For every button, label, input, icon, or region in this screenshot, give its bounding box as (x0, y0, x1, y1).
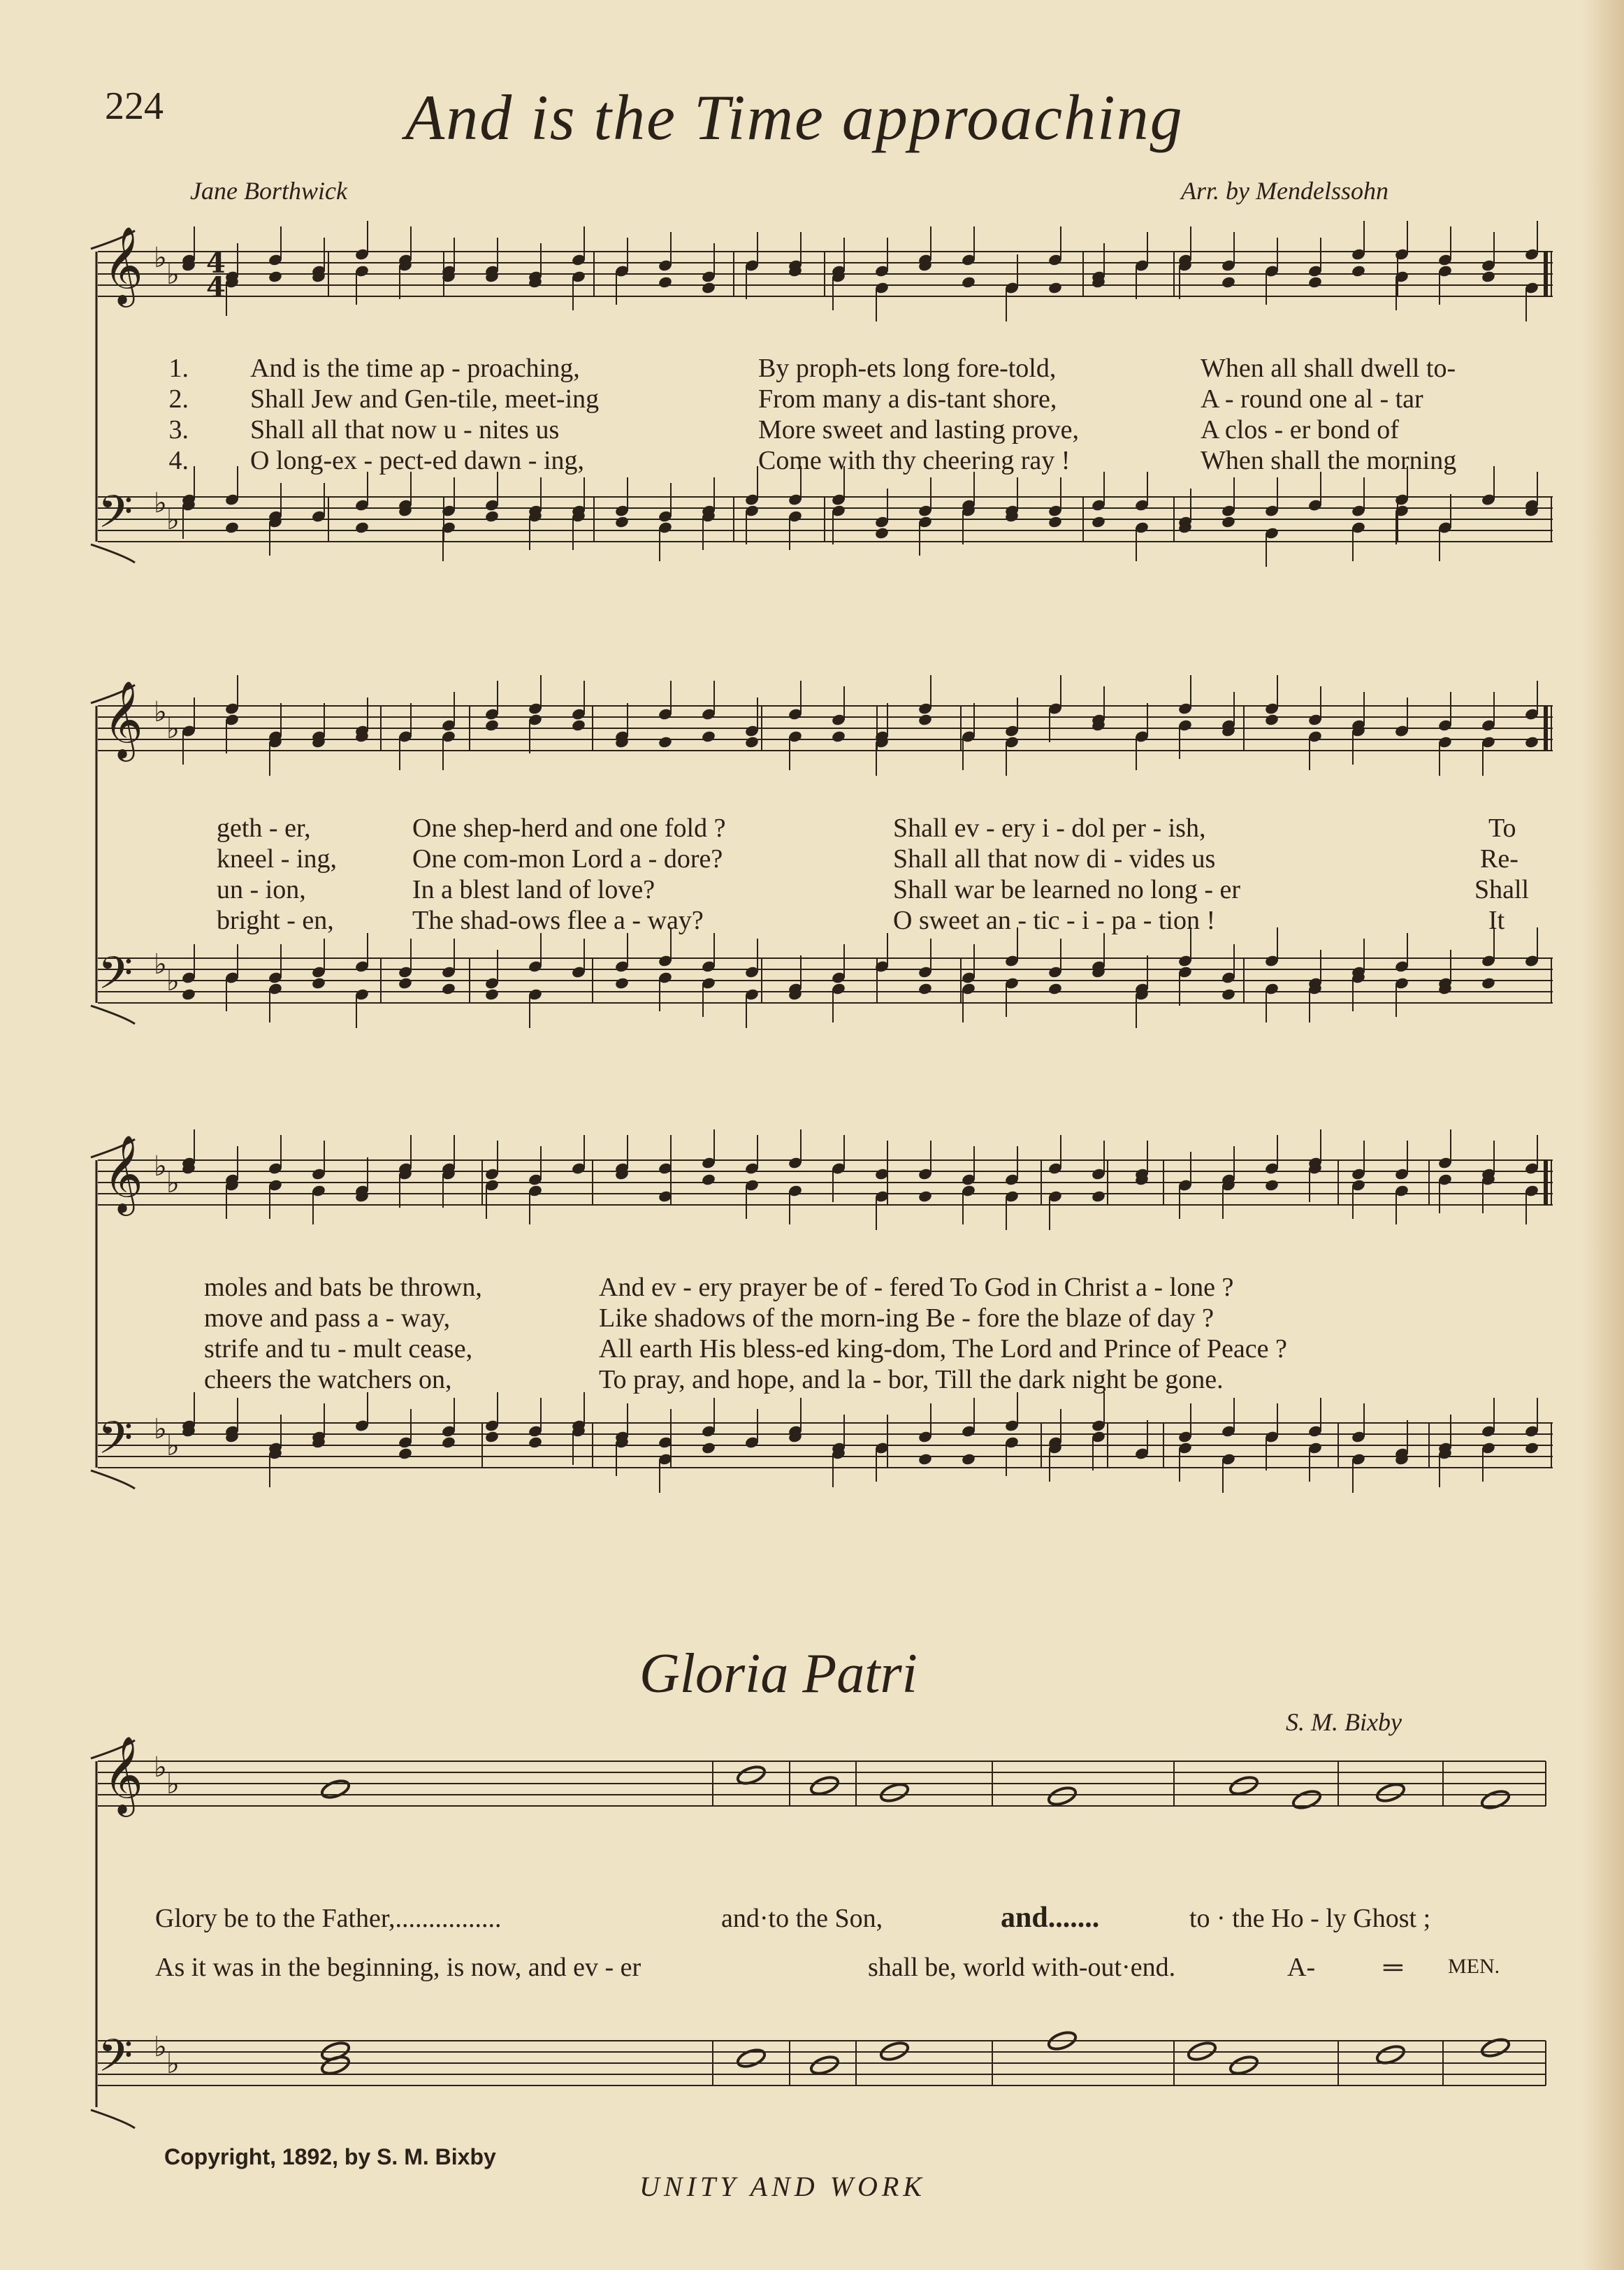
lyric-segment: Come with thy cheering ray ! (758, 446, 1071, 475)
lyric-segment: One com-mon Lord a - dore? (412, 844, 723, 874)
gloria-composer: S. M. Bixby (1286, 1708, 1402, 1736)
note-head (484, 988, 500, 1001)
note-head (224, 521, 240, 534)
half-note (736, 2047, 767, 2069)
note-head (1221, 988, 1236, 1001)
note-head (571, 718, 586, 732)
copyright-notice: Copyright, 1892, by S. M. Bixby (164, 2144, 496, 2169)
note-head (701, 1173, 716, 1186)
note-head (701, 281, 716, 294)
lyric-segment: A- (1287, 1953, 1316, 1982)
note-head (181, 988, 196, 1001)
flat-sign: ♭ (154, 487, 167, 519)
lyric-segment: Like shadows of the morn-ing Be - fore the blaze of day ? (599, 1303, 1215, 1333)
note-head (961, 1452, 976, 1466)
note-head (658, 735, 673, 749)
note-head (918, 1452, 933, 1466)
lyric-segment: All earth His bless-ed king-dom, The Lord and Prince of Peace ? (599, 1334, 1287, 1364)
treble-clef: 𝄞 (103, 1134, 143, 1213)
time-signature: 4 (206, 271, 226, 304)
note-head (1351, 264, 1366, 277)
lyric-segment: As it was in the beginning, is now, and ev - er (155, 1953, 641, 1982)
half-note (1228, 1774, 1259, 1797)
note-head (1307, 275, 1323, 289)
flat-sign: ♭ (166, 1430, 180, 1462)
half-note (1047, 1785, 1078, 1807)
flat-sign: ♭ (154, 948, 167, 981)
treble-clef: 𝄞 (103, 1735, 143, 1814)
flat-sign: ♭ (166, 1768, 180, 1800)
lyric-segment: A - round one al - tar (1201, 384, 1423, 414)
note-head (1481, 270, 1496, 283)
lyric-segment: MEN. (1448, 1955, 1500, 1978)
note-head (398, 1447, 413, 1460)
flat-sign: ♭ (154, 1413, 167, 1445)
half-note (1228, 2054, 1259, 2076)
flat-sign: ♭ (166, 504, 180, 536)
verse-number: 2. (168, 384, 189, 414)
time-signature: 4 (206, 247, 226, 280)
lyric-segment: Shall (1474, 875, 1530, 904)
flat-sign: ♭ (166, 713, 180, 745)
lyric-segment: Glory be to the Father,................ (155, 1904, 502, 1933)
series-title: UNITY AND WORK (639, 2171, 926, 2202)
note-head (918, 1190, 933, 1203)
bass-clef: 𝄢 (98, 948, 133, 1011)
bass-clef: 𝄢 (98, 486, 133, 549)
lyric-segment: kneel - ing, (217, 844, 338, 874)
lyric-segment: More sweet and lasting prove, (758, 415, 1080, 444)
lyric-segment: and....... (1001, 1902, 1100, 1934)
note-head (1481, 976, 1496, 990)
note-head (311, 976, 326, 990)
lyric-segment: Shall all that now di - vides us (893, 844, 1216, 874)
lyric-segment: Re- (1480, 844, 1518, 874)
lyric-segment: O sweet an - tic - i - pa - tion ! (893, 906, 1216, 935)
lyric-segment: cheers the watchers on, (204, 1365, 452, 1394)
page-number: 224 (105, 85, 164, 128)
lyric-segment: A clos - er bond of (1201, 415, 1399, 444)
note-head (441, 982, 456, 995)
note-head (1091, 1190, 1106, 1203)
note-head (744, 735, 760, 749)
note-head (658, 275, 673, 289)
note-head (918, 982, 933, 995)
flat-sign: ♭ (154, 696, 167, 728)
lyric-segment: to · the Ho - ly Ghost ; (1189, 1904, 1431, 1933)
lyric-segment: move and pass a - way, (204, 1303, 451, 1333)
lyric-segment: Shall all that now u - nites us (250, 415, 560, 444)
hymn-arranger: Arr. by Mendelssohn (1181, 177, 1389, 205)
flat-sign: ♭ (154, 1150, 167, 1183)
note-head (874, 526, 890, 540)
hymn-author: Jane Borthwick (190, 177, 347, 205)
lyric-segment: In a blest land of love? (412, 875, 655, 904)
note-head (1524, 1441, 1539, 1454)
hymn-title: And is the Time approaching (405, 82, 1184, 153)
note-head (701, 730, 716, 743)
lyric-segment: geth - er, (217, 814, 311, 843)
lyric-segment: Shall war be learned no long - er (893, 875, 1240, 904)
note-head (1524, 735, 1539, 749)
half-note (320, 1778, 351, 1800)
lyric-segment: Shall Jew and Gen-tile, meet-ing (250, 384, 600, 414)
lyric-segment: Shall ev - ery i - dol per - ish, (893, 814, 1206, 843)
treble-clef: 𝄞 (103, 680, 143, 758)
lyric-segment: strife and tu - mult cease, (204, 1334, 473, 1364)
verse-number: 4. (168, 446, 189, 475)
note-head (918, 713, 933, 726)
flat-sign: ♭ (166, 259, 180, 291)
lyric-segment: One shep-herd and one fold ? (412, 814, 726, 843)
lyric-segment: When all shall dwell to- (1201, 354, 1456, 383)
lyric-segment: un - ion, (217, 875, 306, 904)
note-head (441, 1436, 456, 1449)
note-head (484, 509, 500, 523)
lyric-segment: bright - en, (217, 906, 334, 935)
note-head (1047, 515, 1063, 528)
note-head (1221, 275, 1236, 289)
lyric-segment: and·to the Son, (721, 1904, 883, 1933)
note-head (1264, 713, 1279, 726)
bass-clef: 𝄢 (98, 2030, 133, 2093)
half-note (809, 1774, 840, 1797)
lyric-segment: ═ (1384, 1953, 1402, 1982)
bass-clef: 𝄢 (98, 1412, 133, 1475)
flat-sign: ♭ (166, 2048, 180, 2080)
gloria-title: Gloria Patri (639, 1643, 918, 1705)
lyric-segment: And ev - ery prayer be of - fered To God in Christ a - lone ? (599, 1273, 1234, 1302)
note-head (528, 1436, 543, 1449)
note-head (484, 1430, 500, 1443)
half-note (1291, 1788, 1322, 1811)
verse-number: 1. (168, 354, 189, 383)
lyric-segment: moles and bats be thrown, (204, 1273, 482, 1302)
note-head (1091, 515, 1106, 528)
treble-clef: 𝄞 (103, 226, 143, 304)
flat-sign: ♭ (154, 242, 167, 274)
half-note (879, 1781, 910, 1804)
bracket-curl (91, 2110, 135, 2128)
lyric-segment: The shad-ows flee a - way? (412, 906, 704, 935)
note-head (614, 976, 630, 990)
note-head (268, 270, 283, 283)
lyric-segment: And is the time ap - proaching, (250, 354, 580, 383)
lyric-segment: From many a dis-tant shore, (758, 384, 1057, 414)
note-head (398, 976, 413, 990)
note-head (1264, 1178, 1279, 1192)
lyric-segment: shall be, world with-out·end. (868, 1953, 1176, 1982)
lyric-segment: O long-ex - pect-ed dawn - ing, (250, 446, 585, 475)
lyric-segment: By proph-ets long fore-told, (758, 354, 1057, 383)
flat-sign: ♭ (166, 1167, 180, 1199)
half-note (1480, 1788, 1511, 1811)
flat-sign: ♭ (166, 965, 180, 997)
half-note (809, 2054, 840, 2076)
flat-sign: ♭ (154, 1751, 167, 1784)
lyric-segment: When shall the morning (1201, 446, 1457, 475)
flat-sign: ♭ (154, 2031, 167, 2063)
lyric-segment: It (1488, 906, 1505, 935)
lyric-segment: To (1488, 814, 1516, 843)
note-head (1221, 515, 1236, 528)
note-head (701, 1441, 716, 1454)
note-head (614, 515, 630, 528)
half-note (1375, 1781, 1406, 1804)
note-head (831, 730, 846, 743)
verse-number: 3. (168, 415, 189, 444)
half-note (1480, 2037, 1511, 2059)
note-head (354, 521, 370, 534)
note-head (1047, 281, 1063, 294)
note-head (484, 718, 500, 732)
note-head (1047, 982, 1063, 995)
note-head (961, 275, 976, 289)
lyric-segment: To pray, and hope, and la - bor, Till the dark night be gone. (599, 1365, 1224, 1394)
